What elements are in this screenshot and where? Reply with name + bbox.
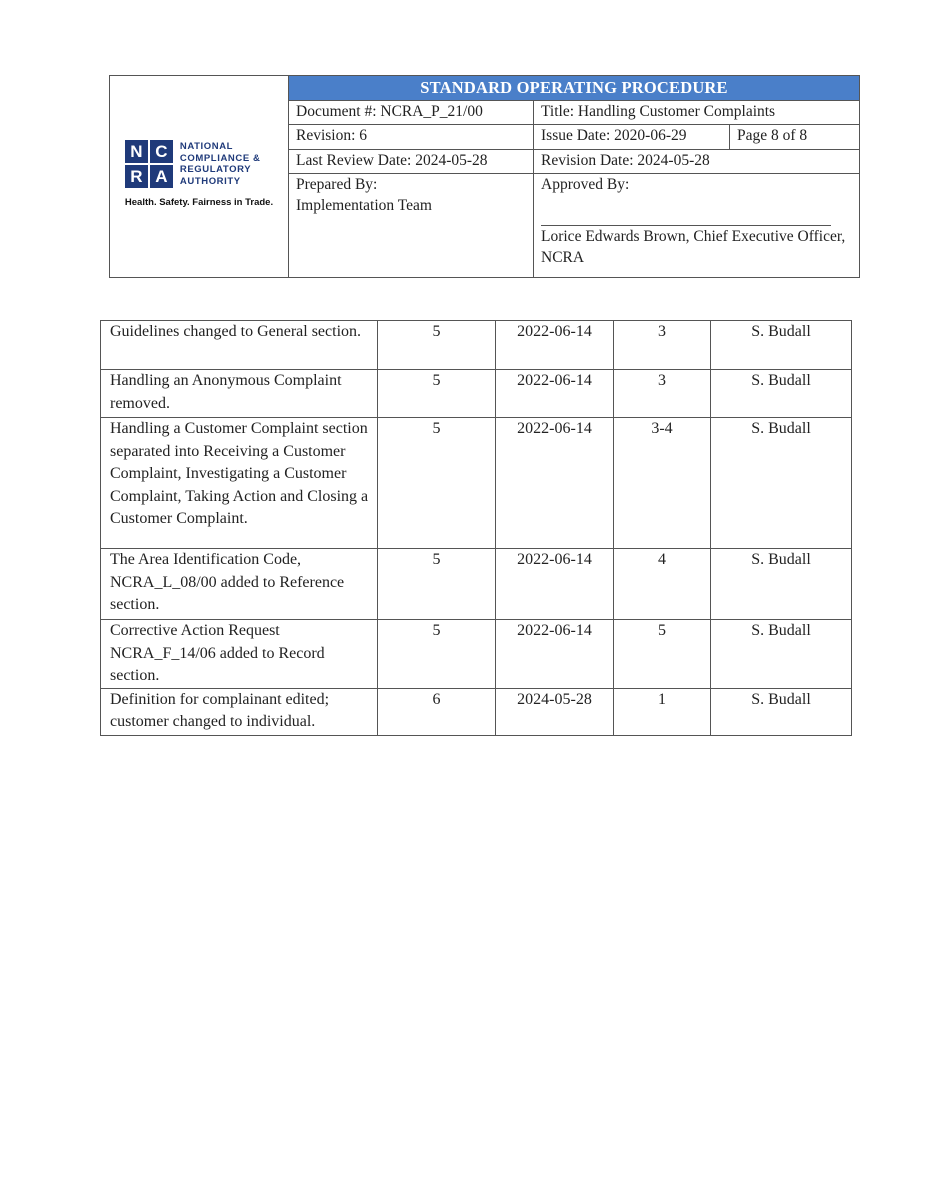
prepared-by-label: Prepared By:	[296, 176, 378, 193]
revision-date: Revision Date: 2024-05-28	[534, 150, 860, 174]
ncra-logo	[125, 140, 273, 213]
change-description: Definition for complainant edited; customer changed to individual.	[101, 688, 378, 735]
approved-by-cell	[534, 174, 860, 278]
logo-letter: R	[125, 165, 148, 188]
page-cell: 1	[614, 688, 711, 735]
page-cell: 4	[614, 549, 711, 620]
date-cell: 2022-06-14	[496, 370, 614, 418]
date-cell: 2022-06-14	[496, 418, 614, 549]
table-row	[101, 688, 852, 735]
logo-letter: N	[125, 140, 148, 163]
approver-name: Lorice Edwards Brown, Chief Executive Officer, NCRA	[541, 228, 846, 266]
author-cell: S. Budall	[711, 418, 852, 549]
prepared-by-cell	[289, 174, 534, 278]
page-cell: 3	[614, 321, 711, 370]
date-cell: 2022-06-14	[496, 549, 614, 620]
revision-cell: 5	[378, 620, 496, 689]
change-description: Guidelines changed to General section.	[101, 321, 378, 370]
logo-letter: A	[150, 165, 173, 188]
author-cell: S. Budall	[711, 688, 852, 735]
table-row	[101, 321, 852, 370]
logo-wordmark	[180, 141, 261, 187]
revision-cell: 5	[378, 418, 496, 549]
last-review-date: Last Review Date: 2024-05-28	[289, 150, 534, 174]
table-row	[101, 370, 852, 418]
change-description: Handling an Anonymous Complaint removed.	[101, 370, 378, 418]
logo-word: AUTHORITY	[179, 175, 241, 187]
change-description: Corrective Action Request NCRA_F_14/06 added to Record section.	[101, 620, 378, 689]
date-cell: 2022-06-14	[496, 321, 614, 370]
logo-letter: C	[150, 140, 173, 163]
sop-header-table	[109, 75, 860, 278]
document-number: Document #: NCRA_P_21/00	[289, 101, 534, 125]
logo-tagline: Health. Safety. Fairness in Trade.	[124, 197, 274, 208]
author-cell: S. Budall	[711, 620, 852, 689]
table-row	[101, 620, 852, 689]
revision-cell: 5	[378, 370, 496, 418]
logo-word: COMPLIANCE &	[179, 152, 261, 164]
revision-cell: 5	[378, 549, 496, 620]
logo-word: NATIONAL	[179, 141, 234, 152]
date-cell: 2024-05-28	[496, 688, 614, 735]
author-cell: S. Budall	[711, 321, 852, 370]
revision-number: Revision: 6	[289, 125, 534, 150]
revision-history-table	[100, 320, 852, 736]
prepared-by-value: Implementation Team	[296, 197, 432, 214]
date-cell: 2022-06-14	[496, 620, 614, 689]
logo-cell	[110, 76, 289, 278]
table-row	[101, 549, 852, 620]
document-title: Title: Handling Customer Complaints	[534, 101, 860, 125]
page-number: Page 8 of 8	[730, 125, 860, 150]
issue-date: Issue Date: 2020-06-29	[534, 125, 730, 150]
revision-cell: 5	[378, 321, 496, 370]
author-cell: S. Budall	[711, 370, 852, 418]
revision-cell: 6	[378, 688, 496, 735]
approved-by-label: Approved By:	[541, 176, 630, 193]
page-cell: 3	[614, 370, 711, 418]
change-description: Handling a Customer Complaint section separated into Receiving a Customer Complaint, Investigating a Customer Complaint, Taking Action and Closing a Customer Complaint.	[101, 418, 378, 549]
change-description: The Area Identification Code, NCRA_L_08/00 added to Reference section.	[101, 549, 378, 620]
logo-word: REGULATORY	[179, 164, 252, 175]
table-row	[101, 418, 852, 549]
author-cell: S. Budall	[711, 549, 852, 620]
sop-title: STANDARD OPERATING PROCEDURE	[289, 76, 860, 101]
page-cell: 5	[614, 620, 711, 689]
page-cell: 3-4	[614, 418, 711, 549]
